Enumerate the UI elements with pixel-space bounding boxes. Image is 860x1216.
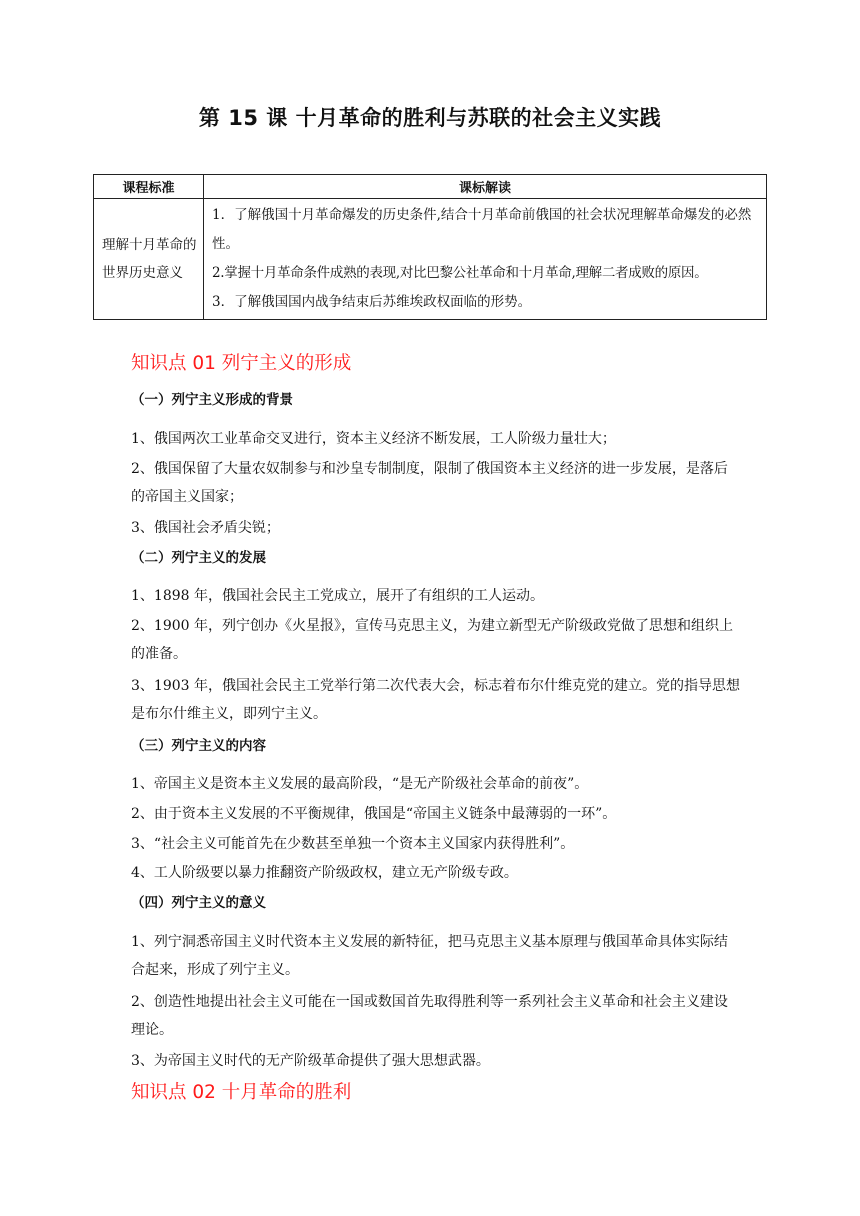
lesson-title: 第 15 课 十月革命的胜利与苏联的社会主义实践 (198, 106, 662, 130)
list-item: 1、列宁洞悉帝国主义时代资本主义发展的新特征，把马克思主义基本原理与俄国革命具体实际结合起来，形成了列宁主义。 (131, 934, 728, 978)
subheading-development: （二）列宁主义的发展 (131, 550, 266, 566)
list-item: 4、工人阶级要以暴力推翻资产阶级政权，建立无产阶级专政。 (131, 865, 518, 881)
section-heading-02: 知识点 02 十月革命的胜利 (131, 1082, 352, 1103)
curriculum-standards-table (93, 174, 767, 320)
list-item: 3、为帝国主义时代的无产阶级革命提供了强大思想武器。 (131, 1053, 490, 1069)
table-header-row (94, 175, 767, 199)
subheading-background: （一）列宁主义形成的背景 (131, 392, 293, 408)
subheading-significance: （四）列宁主义的意义 (131, 895, 266, 911)
list-item: 2、创造性地提出社会主义可能在一国或数国首先取得胜利等一系列社会主义革命和社会主义建设理论。 (131, 994, 728, 1038)
interpretation-item: 2.掌握十月革命条件成熟的表现,对比巴黎公社革命和十月革命,理解二者成败的原因。 (212, 265, 708, 281)
list-item: 2、俄国保留了大量农奴制参与和沙皇专制制度，限制了俄国资本主义经济的进一步发展，是落后的帝国主义国家； (131, 461, 728, 505)
list-item: 2、由于资本主义发展的不平衡规律，俄国是“帝国主义链条中最薄弱的一环”。 (131, 806, 617, 822)
list-item: 1、帝国主义是资本主义发展的最高阶段，“是无产阶级社会革命的前夜”。 (131, 776, 589, 792)
header-curriculum-standard: 课程标准 (94, 175, 204, 199)
list-item: 3、“社会主义可能首先在少数甚至单独一个资本主义国家内获得胜利”。 (131, 836, 575, 852)
list-item: 3、1903 年，俄国社会民主工党举行第二次代表大会，标志着布尔什维克党的建立。党的指导思想是布尔什维主义，即列宁主义。 (131, 678, 740, 722)
list-item: 2、1900 年，列宁创办《火星报》，宣传马克思主义，为建立新型无产阶级政党做了思想和组织上的准备。 (131, 618, 733, 662)
subheading-content: （三）列宁主义的内容 (131, 738, 266, 754)
list-item: 1、俄国两次工业革命交叉进行，资本主义经济不断发展，工人阶级力量壮大； (131, 431, 616, 447)
list-item: 1、1898 年，俄国社会民主工党成立，展开了有组织的工人运动。 (131, 588, 544, 604)
section-heading-01: 知识点 01 列宁主义的形成 (131, 353, 352, 374)
interpretation-cell (204, 199, 767, 320)
list-item: 3、俄国社会矛盾尖锐； (131, 520, 280, 536)
standard-cell: 理解十月革命的世界历史意义 (94, 199, 204, 320)
interpretation-item: 1．了解俄国十月革命爆发的历史条件,结合十月革命前俄国的社会状况理解革命爆发的必然性。 (212, 207, 752, 252)
header-standard-interpretation: 课标解读 (204, 175, 767, 199)
table-row (94, 199, 767, 320)
interpretation-item: 3．了解俄国国内战争结束后苏维埃政权面临的形势。 (212, 294, 532, 310)
